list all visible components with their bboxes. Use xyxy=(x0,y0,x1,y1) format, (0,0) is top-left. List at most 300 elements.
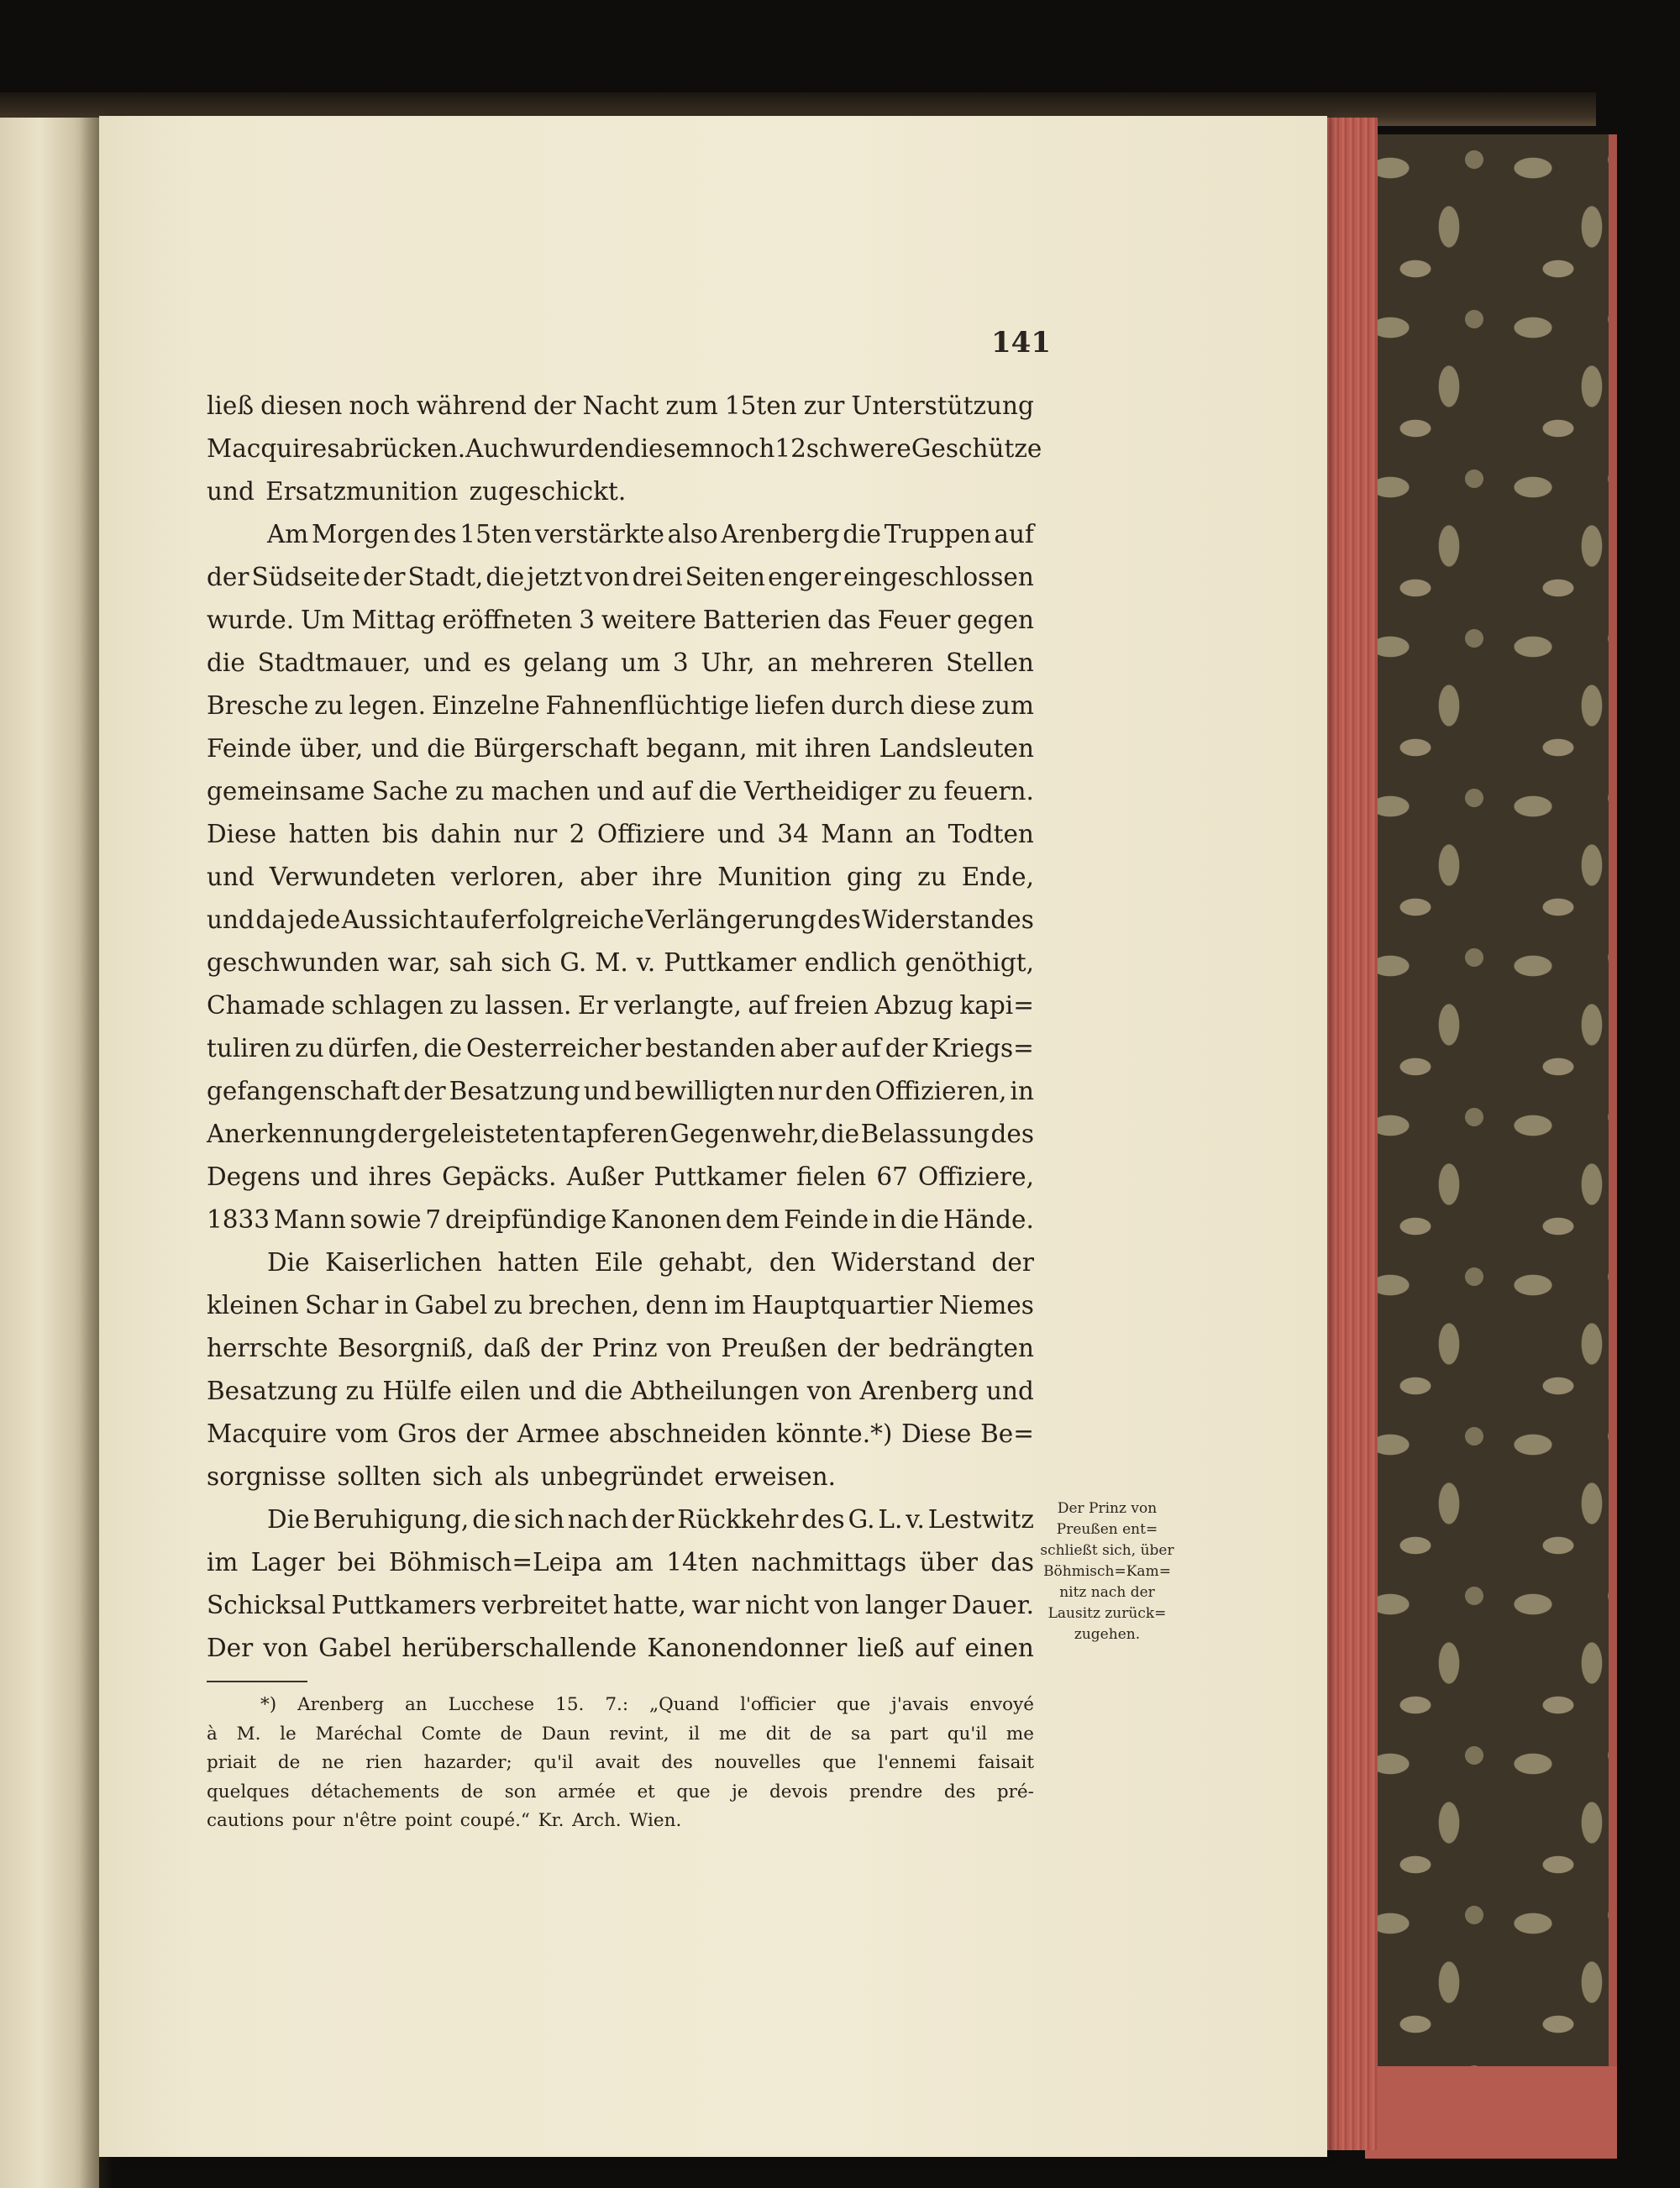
footnote-word: part xyxy=(890,1723,929,1745)
footnote-word: pré- xyxy=(996,1781,1034,1802)
footnote-line xyxy=(207,1720,1034,1750)
footnote-word: Wien. xyxy=(629,1810,682,1831)
body-line xyxy=(207,1113,1034,1156)
body-word: von xyxy=(666,1334,712,1362)
body-word: L. xyxy=(878,1505,903,1534)
body-word: 2 xyxy=(569,820,585,848)
marginal-note-line: Böhmisch=Kam= xyxy=(1043,1563,1171,1580)
body-word: Böhmisch=Leipa xyxy=(388,1548,602,1577)
body-word: bedrängten xyxy=(888,1334,1034,1362)
body-word: schwere xyxy=(806,434,911,463)
body-word: jede xyxy=(287,905,341,934)
body-word: freien xyxy=(794,991,869,1020)
footnote-rule xyxy=(207,1681,307,1682)
body-word: Aussicht xyxy=(341,905,449,934)
body-word: der xyxy=(533,391,576,420)
body-word: Besatzung xyxy=(207,1377,339,1405)
body-word: eilen xyxy=(459,1377,522,1405)
body-word: dreipfündige xyxy=(445,1205,607,1234)
marginal-note-line: zugehen. xyxy=(1074,1626,1141,1643)
body-word: hatten xyxy=(497,1248,580,1277)
footnote-line xyxy=(207,1749,1034,1778)
body-word: 12 xyxy=(774,434,806,463)
body-word: der xyxy=(539,1334,583,1362)
body-line xyxy=(207,727,1034,770)
body-word: liefen xyxy=(754,691,826,720)
body-word: Geschütze xyxy=(911,434,1042,463)
body-word: Auch xyxy=(465,434,529,463)
body-word: über xyxy=(919,1548,979,1577)
body-word: ging xyxy=(846,863,903,891)
footnote-word: de xyxy=(460,1781,484,1802)
body-word: und xyxy=(717,820,765,848)
body-line xyxy=(207,942,1034,984)
body-word: Nacht xyxy=(582,391,659,420)
footnote-word: hazarder; xyxy=(423,1752,512,1773)
body-word: Kanonen xyxy=(611,1205,722,1234)
body-word: die xyxy=(472,1505,511,1534)
body-line xyxy=(207,685,1034,727)
body-word: es xyxy=(483,648,512,677)
body-line xyxy=(207,984,1034,1027)
footnote-word: cautions xyxy=(207,1810,285,1831)
body-word: daß xyxy=(483,1334,531,1362)
body-word: Lestwitz xyxy=(927,1505,1034,1534)
body-word: kleinen xyxy=(207,1291,299,1320)
body-word: Gabel xyxy=(414,1291,488,1320)
body-word: die xyxy=(423,1034,463,1063)
body-word: endlich xyxy=(804,948,897,977)
footnote-word: point xyxy=(405,1810,453,1831)
body-word: Armee xyxy=(517,1419,600,1448)
body-word: kapi= xyxy=(959,991,1034,1020)
body-word: von xyxy=(814,1591,860,1619)
footnote-word: faisait xyxy=(977,1752,1034,1773)
body-word: feuern. xyxy=(943,777,1034,805)
body-word: Schicksal xyxy=(207,1591,326,1619)
body-word: zu xyxy=(345,1377,375,1405)
body-line xyxy=(207,1627,1034,1670)
body-word: Arenberg xyxy=(721,520,840,548)
footnote xyxy=(207,1691,1034,1836)
body-word: Mann xyxy=(821,820,894,848)
body-word: Uhr, xyxy=(701,648,755,677)
body-word: also xyxy=(667,520,718,548)
body-word: Gepäcks. xyxy=(442,1162,557,1191)
body-line xyxy=(207,470,1034,513)
body-line xyxy=(207,1284,1034,1327)
body-word: Ende, xyxy=(961,863,1034,891)
marginal-note-line: Preußen ent= xyxy=(1056,1521,1158,1538)
body-word: tuliren xyxy=(207,1034,291,1063)
body-line xyxy=(207,599,1034,642)
body-line xyxy=(207,642,1034,685)
body-word: nach xyxy=(567,1505,628,1534)
body-word: nur xyxy=(513,820,558,848)
body-word: Der xyxy=(207,1634,254,1662)
body-line xyxy=(207,1027,1034,1070)
body-word: 3 xyxy=(672,648,689,677)
body-word: brechen, xyxy=(528,1291,640,1320)
footnote-word: Kr. xyxy=(538,1810,564,1831)
footnote-word: pour xyxy=(291,1810,335,1831)
footnote-word: 7.: xyxy=(605,1694,629,1715)
footnote-word: Lucchese xyxy=(448,1694,535,1715)
body-word: Rückkehr xyxy=(677,1505,799,1534)
main-text xyxy=(207,385,1042,1670)
marginal-note-line: schließt sich, über xyxy=(1040,1542,1174,1559)
footnote-word: Arch. xyxy=(572,1810,622,1831)
body-word: des xyxy=(801,1505,845,1534)
footnote-word: Arenberg xyxy=(297,1694,385,1715)
body-word: den xyxy=(769,1248,816,1277)
body-word: dürfen, xyxy=(328,1034,420,1063)
body-word: Dauer. xyxy=(952,1591,1034,1619)
body-word: Besorgniß, xyxy=(337,1334,475,1362)
footnote-word: nouvelles xyxy=(714,1752,801,1773)
body-word: zum xyxy=(665,391,718,420)
body-word: diesen xyxy=(260,391,343,420)
body-word: herüberschallende xyxy=(402,1634,638,1662)
footnote-word: l'officier xyxy=(740,1694,816,1715)
body-word: des xyxy=(413,520,457,548)
footnote-word: le xyxy=(280,1723,297,1745)
body-word: als xyxy=(494,1462,530,1491)
footnote-word: son xyxy=(504,1781,537,1802)
body-word: und xyxy=(583,1077,632,1105)
body-word: und xyxy=(310,1162,359,1191)
body-word: fielen xyxy=(796,1162,867,1191)
body-word: G. xyxy=(559,948,587,977)
body-word: enger xyxy=(768,563,841,591)
body-word: G. xyxy=(848,1505,875,1534)
body-word: sich xyxy=(513,1505,564,1534)
body-word: über, xyxy=(299,734,364,763)
body-word: Offizieren, xyxy=(874,1077,1007,1105)
body-word: nur xyxy=(778,1077,822,1105)
body-word: ihre xyxy=(652,863,703,891)
body-word: war xyxy=(691,1591,740,1619)
footnote-word: priait xyxy=(207,1752,257,1773)
body-line xyxy=(207,1241,1034,1284)
body-word: Gros xyxy=(397,1419,457,1448)
body-line xyxy=(207,1199,1034,1241)
body-word: ließ xyxy=(857,1634,905,1662)
body-word: Feuer xyxy=(877,606,951,634)
footnote-word: je xyxy=(732,1781,748,1802)
body-line xyxy=(207,856,1034,899)
body-word: schlagen xyxy=(331,991,444,1020)
body-word: wurde. xyxy=(207,606,295,634)
body-word: wurden xyxy=(528,434,625,463)
footnote-word: revint, xyxy=(609,1723,669,1745)
body-word: mit xyxy=(755,734,797,763)
body-word: und xyxy=(207,905,255,934)
body-word: der xyxy=(885,1034,928,1063)
footnote-word: M. xyxy=(236,1723,261,1745)
body-word: Lager xyxy=(250,1548,325,1577)
body-word: da xyxy=(255,905,286,934)
body-word: war, xyxy=(387,948,441,977)
body-word: jetzt xyxy=(527,563,583,591)
body-word: Bresche xyxy=(207,691,309,720)
body-word: Feinde xyxy=(207,734,292,763)
body-word: genöthigt, xyxy=(905,948,1034,977)
page-number: 141 xyxy=(991,326,1051,359)
footnote-word: avait xyxy=(595,1752,640,1773)
body-word: Prinz xyxy=(591,1334,658,1362)
body-word: verlangte, xyxy=(614,991,742,1020)
body-word: lassen. xyxy=(485,991,572,1020)
body-word: Widerstandes xyxy=(862,905,1034,934)
body-word: sollten xyxy=(337,1462,422,1491)
body-word: zu xyxy=(295,1034,324,1063)
body-word: hatte, xyxy=(612,1591,686,1619)
footnote-word: et xyxy=(637,1781,655,1802)
body-word: Eile xyxy=(594,1248,643,1277)
body-word: der xyxy=(837,1334,879,1362)
body-word: gehabt, xyxy=(659,1248,754,1277)
body-word: aber xyxy=(780,1034,837,1063)
body-word: Südseite xyxy=(251,563,360,591)
body-word: im xyxy=(207,1548,239,1577)
body-word: Hände. xyxy=(942,1205,1034,1234)
body-word: langer xyxy=(864,1591,947,1619)
body-word: Munition xyxy=(717,863,832,891)
footnote-word: que xyxy=(676,1781,711,1802)
body-word: erweisen. xyxy=(714,1462,836,1491)
body-word: dahin xyxy=(430,820,501,848)
marginal-note-line: nitz nach der xyxy=(1059,1584,1155,1601)
body-word: Belassung xyxy=(860,1120,990,1148)
body-line xyxy=(207,1327,1034,1370)
body-word: Puttkamer xyxy=(654,1162,786,1191)
footnote-word: l'ennemi xyxy=(878,1752,957,1773)
body-word: noch xyxy=(349,391,410,420)
body-word: der xyxy=(363,563,406,591)
body-word: Vertheidiger xyxy=(743,777,901,805)
body-word: durch xyxy=(831,691,905,720)
body-word: Feinde xyxy=(784,1205,869,1234)
body-word: gemeinsame xyxy=(207,777,365,805)
body-word: im xyxy=(714,1291,746,1320)
body-word: Beruhigung, xyxy=(312,1505,470,1534)
body-word: sowie xyxy=(349,1205,422,1234)
body-word: Am xyxy=(267,520,309,548)
body-word: gegen xyxy=(957,606,1034,634)
body-word: Seiten xyxy=(685,563,766,591)
body-word: Niemes xyxy=(938,1291,1034,1320)
body-word: abschneiden xyxy=(608,1419,768,1448)
body-word: Verwundeten xyxy=(269,863,436,891)
body-word: die xyxy=(900,1205,939,1234)
body-word: zu xyxy=(454,777,485,805)
body-word: Preußen xyxy=(721,1334,827,1362)
body-word: einen xyxy=(964,1634,1034,1662)
body-word: weitere xyxy=(601,606,696,634)
footnote-word: de xyxy=(809,1723,832,1745)
body-line xyxy=(207,1498,1034,1541)
body-word: den xyxy=(825,1077,872,1105)
body-word: v. xyxy=(636,948,656,977)
body-word: Todten xyxy=(948,820,1034,848)
body-word: ihren xyxy=(805,734,872,763)
body-word: Offiziere, xyxy=(918,1162,1034,1191)
body-line xyxy=(207,428,1042,470)
footnote-word: „Quand xyxy=(649,1694,720,1715)
body-word: nicht xyxy=(745,1591,810,1619)
body-word: sorgnisse xyxy=(207,1462,327,1491)
body-word: unbegründet xyxy=(540,1462,704,1491)
body-word: Gabel xyxy=(318,1634,391,1662)
body-word: Degens xyxy=(207,1162,301,1191)
footnote-word: qu'il xyxy=(947,1723,988,1745)
body-word: erfolgreiche xyxy=(491,905,644,934)
body-word: der xyxy=(991,1248,1034,1277)
body-word: Einzelne xyxy=(431,691,540,720)
body-line xyxy=(207,1413,1034,1456)
footnote-word: Daun xyxy=(541,1723,591,1745)
body-word: des xyxy=(990,1120,1034,1148)
body-word: vom xyxy=(335,1419,389,1448)
footnote-word: *) xyxy=(260,1694,277,1715)
body-word: begann, xyxy=(646,734,748,763)
body-word: gelang xyxy=(523,648,609,677)
body-word: das xyxy=(990,1548,1034,1577)
body-word: Hülfe xyxy=(382,1377,452,1405)
marginal-note-line: Lausitz zurück= xyxy=(1047,1605,1167,1622)
body-word: Fahnenflüchtige xyxy=(545,691,749,720)
body-word: Mittag xyxy=(351,606,436,634)
body-word: eröffneten xyxy=(442,606,573,634)
body-word: die xyxy=(207,648,245,677)
body-word: M. xyxy=(595,948,628,977)
body-word: diesem xyxy=(624,434,715,463)
body-word: Schar xyxy=(304,1291,379,1320)
body-word: legen. xyxy=(349,691,427,720)
body-word: Abtheilungen xyxy=(630,1377,800,1405)
body-word: machen xyxy=(491,777,591,805)
body-word: noch xyxy=(714,434,775,463)
body-word: aber xyxy=(580,863,638,891)
footnote-word: à xyxy=(207,1723,218,1745)
body-word: von xyxy=(806,1377,853,1405)
marginal-note-line: Der Prinz von xyxy=(1057,1500,1158,1517)
body-word: Ersatzmunition xyxy=(265,477,459,506)
body-word: auf xyxy=(748,991,788,1020)
body-word: Er xyxy=(577,991,608,1020)
body-word: dem xyxy=(725,1205,780,1234)
body-line xyxy=(207,1584,1034,1627)
body-line xyxy=(207,770,1034,813)
body-word: Morgen xyxy=(311,520,411,548)
body-word: in xyxy=(384,1291,409,1320)
body-word: Mann xyxy=(273,1205,346,1234)
body-word: Puttkamers xyxy=(331,1591,477,1619)
body-word: bis xyxy=(381,820,419,848)
body-word: der xyxy=(403,1077,446,1105)
body-word: Chamade xyxy=(207,991,326,1020)
body-line xyxy=(207,1370,1034,1413)
body-line xyxy=(207,385,1034,428)
body-word: 67 xyxy=(876,1162,908,1191)
body-word: auf xyxy=(841,1034,881,1063)
body-word: Stadtmauer, xyxy=(257,648,412,677)
body-word: tapferen xyxy=(561,1120,669,1148)
body-word: sah xyxy=(449,948,493,977)
body-word: Diese xyxy=(207,820,277,848)
body-word: könnte.*) xyxy=(775,1419,893,1448)
body-word: der xyxy=(377,1120,421,1148)
body-word: an xyxy=(767,648,798,677)
body-word: an xyxy=(905,820,937,848)
body-word: Oesterreicher xyxy=(466,1034,642,1063)
body-word: 7 xyxy=(425,1205,442,1234)
body-word: Offiziere xyxy=(596,820,706,848)
body-word: ließ xyxy=(207,391,255,420)
body-word: das xyxy=(827,606,871,634)
body-word: auf xyxy=(914,1634,955,1662)
body-word: Truppen xyxy=(884,520,991,548)
body-word: zum xyxy=(981,691,1034,720)
body-word: Die xyxy=(267,1248,310,1277)
cover-cloth-corner xyxy=(1365,2066,1617,2159)
body-word: verbreitet xyxy=(481,1591,608,1619)
footnote-word: an xyxy=(404,1694,428,1715)
body-word: Kanonendonner xyxy=(647,1634,848,1662)
footnote-line xyxy=(207,1778,1034,1808)
body-word: Stadt, xyxy=(407,563,484,591)
footnote-word: qu'il xyxy=(533,1752,574,1773)
body-word: 15ten xyxy=(724,391,797,420)
footnote-word: de xyxy=(500,1723,523,1745)
body-word: und xyxy=(528,1377,577,1405)
body-word: eingeschlossen xyxy=(843,563,1034,591)
body-word: 15ten xyxy=(459,520,533,548)
body-word: zu xyxy=(907,777,937,805)
body-word: Die xyxy=(267,1505,310,1534)
footnote-word: armée xyxy=(558,1781,616,1802)
body-word: Bürgerschaft xyxy=(473,734,638,763)
body-line xyxy=(207,1541,1034,1584)
body-word: und xyxy=(370,734,419,763)
body-word: die xyxy=(698,777,738,805)
body-word: Außer xyxy=(566,1162,644,1191)
body-word: drei xyxy=(632,563,683,591)
body-word: mehreren xyxy=(810,648,934,677)
body-word: zu xyxy=(314,691,344,720)
body-line xyxy=(207,513,1034,556)
body-word: 34 xyxy=(777,820,809,848)
body-word: verloren, xyxy=(450,863,565,891)
body-word: in xyxy=(872,1205,897,1234)
body-word: Anerkennung xyxy=(207,1120,377,1148)
body-word: gefangenschaft xyxy=(207,1077,401,1105)
body-word: und xyxy=(596,777,645,805)
body-word: Unterstützung xyxy=(851,391,1034,420)
body-word: die xyxy=(821,1120,860,1148)
body-word: und xyxy=(207,477,255,506)
body-word: ihres xyxy=(368,1162,432,1191)
body-word: die xyxy=(486,563,525,591)
body-word: zu xyxy=(449,991,479,1020)
footnote-word: rien xyxy=(365,1752,402,1773)
body-word: Macquires xyxy=(207,434,340,463)
body-word: denn xyxy=(645,1291,708,1320)
body-word: um xyxy=(621,648,661,677)
body-word: Kriegs= xyxy=(932,1034,1034,1063)
body-line xyxy=(207,1156,1034,1199)
